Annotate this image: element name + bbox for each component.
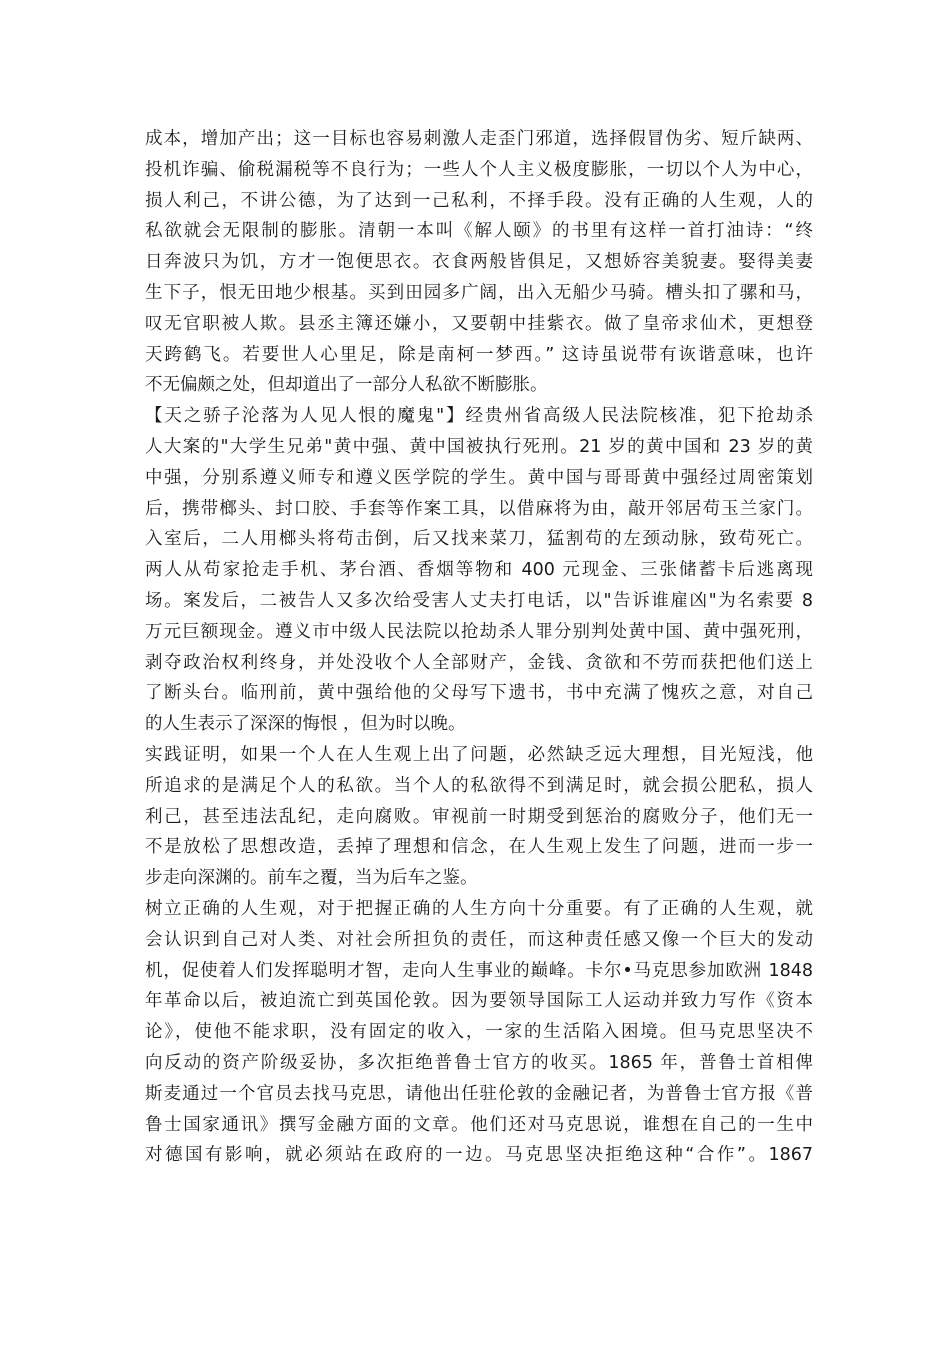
text-line: 鲁士国家通讯》撰写金融方面的文章。他们还对马克思说，谁想在自己的一生中 bbox=[145, 1114, 813, 1135]
text-line: 叹无官职被人欺。县丞主簿还嫌小，又要朝中挂紫衣。做了皇帝求仙术，更想登 bbox=[145, 313, 813, 334]
text-line: 所追求的是满足个人的私欲。当个人的私欲得不到满足时，就会损公肥私，损人 bbox=[145, 775, 813, 796]
text-line: 【天之骄子沦落为人见人恨的魔鬼"】经贵州省高级人民法院核准，犯下抢劫杀 bbox=[145, 406, 813, 427]
text-line: 实践证明，如果一个人在人生观上出了问题，必然缺乏远大理想，目光短浅，他 bbox=[145, 744, 813, 765]
text-line: 步走向深渊的。前车之覆，当为后车之鉴。 bbox=[145, 868, 478, 889]
text-line: 成本，增加产出；这一目标也容易刺激人走歪门邪道，选择假冒伪劣、短斤缺两、 bbox=[145, 129, 813, 149]
text-line: 中强，分别系遵义师专和遵义医学院的学生。黄中国与哥哥黄中强经过周密策划 bbox=[145, 467, 813, 488]
text-line: 万元巨额现金。遵义市中级人民法院以抢劫杀人罪分别判处黄中国、黄中强死刑， bbox=[145, 621, 813, 642]
text-line: 向反动的资产阶级妥协，多次拒绝普鲁士官方的收买。1865 年，普鲁士首相俾 bbox=[145, 1052, 813, 1073]
text-line: 斯麦通过一个官员去找马克思，请他出任驻伦敦的金融记者，为普鲁士官方报《普 bbox=[145, 1083, 813, 1104]
text-line: 后，携带榔头、封口胶、手套等作案工具，以借麻将为由，敲开邻居苟玉兰家门。 bbox=[145, 498, 813, 519]
text-line: 私欲就会无限制的膨胀。清朝一本叫《解人颐》的书里有这样一首打油诗：“终 bbox=[145, 221, 813, 242]
text-line: 损人利己，不讲公德，为了达到一己私利，不择手段。没有正确的人生观，人的 bbox=[145, 190, 813, 211]
text-line: 机，促使着人们发挥聪明才智，走向人生事业的巅峰。卡尔•马克思参加欧洲 1848 bbox=[145, 960, 813, 981]
text-line: 树立正确的人生观，对于把握正确的人生方向十分重要。有了正确的人生观，就 bbox=[145, 898, 813, 919]
text-line: 了断头台。临刑前，黄中强给他的父母写下遗书，书中充满了愧疚之意，对自己 bbox=[145, 683, 813, 704]
text-line: 人大案的"大学生兄弟"黄中强、黄中国被执行死刑。21 岁的黄中国和 23 岁的黄 bbox=[145, 436, 813, 457]
text-line: 两人从苟家抢走手机、茅台酒、香烟等物和 400 元现金、三张储蓄卡后逃离现 bbox=[145, 560, 813, 581]
text-line: 对德国有影响，就必须站在政府的一边。马克思坚决拒绝这种“合作”。1867 bbox=[145, 1145, 813, 1166]
text-line: 论》，使他不能求职，没有固定的收入，一家的生活陷入困境。但马克思坚决不 bbox=[145, 1022, 813, 1043]
text-line: 的人生表示了深深的悔恨 ，但为时以晚。 bbox=[145, 714, 466, 735]
text-line: 天跨鹤飞。若要世人心里足，除是南柯一梦西。” 这诗虽说带有诙谐意味，也许 bbox=[145, 344, 813, 365]
text-line: 不无偏颇之处，但却道出了一部分人私欲不断膨胀。 bbox=[145, 375, 548, 396]
text-line: 剥夺政治权利终身，并处没收个人全部财产，金钱、贪欲和不劳而获把他们送上 bbox=[145, 652, 813, 673]
text-line: 会认识到自己对人类、对社会所担负的责任，而这种责任感又像一个巨大的发动 bbox=[145, 929, 813, 950]
text-line: 入室后，二人用榔头将苟击倒，后又找来菜刀，猛割苟的左颈动脉，致苟死亡。 bbox=[145, 529, 813, 550]
text-line: 利己，甚至违法乱纪，走向腐败。审视前一时期受到惩治的腐败分子，他们无一 bbox=[145, 806, 813, 827]
text-line: 日奔波只为饥，方才一饱便思衣。衣食两般皆俱足，又想娇容美貌妻。娶得美妻 bbox=[145, 252, 813, 273]
text-line: 年革命以后，被迫流亡到英国伦敦。因为要领导国际工人运动并致力写作《资本 bbox=[145, 991, 813, 1012]
body-text bbox=[145, 124, 813, 1171]
text-line: 场。案发后，二被告人又多次给受害人丈夫打电话，以"告诉谁雇凶"为名索要 8 bbox=[145, 590, 813, 611]
text-line: 投机诈骗、偷税漏税等不良行为；一些人个人主义极度膨胀，一切以个人为中心， bbox=[145, 159, 813, 180]
text-line: 生下子，恨无田地少根基。买到田园多广阔，出入无船少马骑。槽头扣了骡和马， bbox=[145, 282, 813, 303]
text-line: 不是放松了思想改造，丢掉了理想和信念，在人生观上发生了问题，进而一步一 bbox=[145, 837, 813, 858]
